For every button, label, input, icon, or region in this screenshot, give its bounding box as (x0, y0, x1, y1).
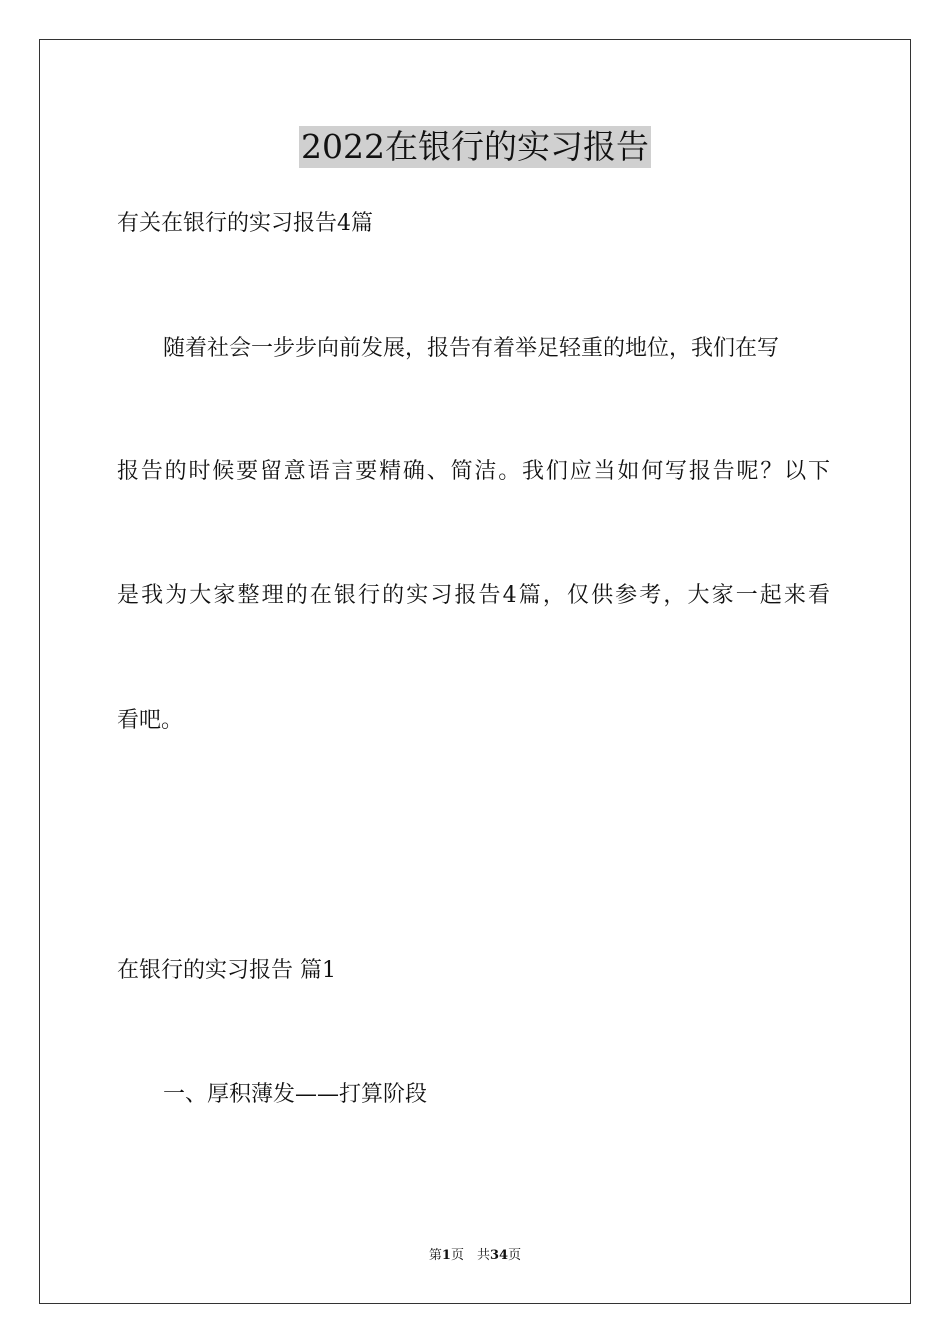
intro-line-3: 是我为大家整理的在银行的实习报告4篇，仅供参考，大家一起来看 (117, 583, 830, 608)
section-subheading: 一、厚积薄发——打算阶段 (163, 1082, 428, 1107)
footer-mid: 页 共 (450, 1248, 490, 1263)
section-heading: 在银行的实习报告 篇1 (117, 958, 336, 983)
intro-line-1: 随着社会一步步向前发展，报告有着举足轻重的地位，我们在写 (163, 336, 780, 361)
document-title: 2022在银行的实习报告 (301, 127, 649, 166)
intro-line-2: 报告的时候要留意语言要精确、简洁。我们应当如何写报告呢？以下 (117, 459, 830, 484)
page-footer (0, 1247, 950, 1265)
title-container (0, 126, 950, 168)
footer-prefix: 第 (428, 1248, 442, 1263)
footer-suffix: 页 (508, 1248, 522, 1263)
footer-total-pages: 34 (489, 1248, 509, 1263)
intro-line-4: 看吧。 (117, 708, 184, 733)
document-subtitle: 有关在银行的实习报告4篇 (117, 211, 373, 236)
footer-current-page: 1 (441, 1248, 451, 1263)
